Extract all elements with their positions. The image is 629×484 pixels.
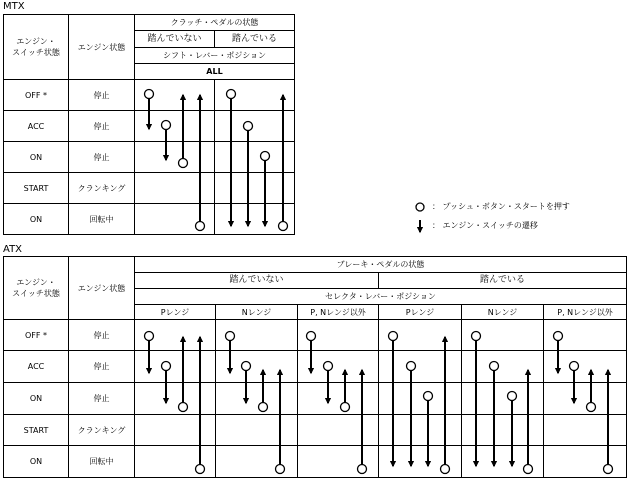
- atx-header-p-range: Pレンジ: [135, 305, 216, 320]
- atx-header-engine: エンジン状態: [69, 257, 135, 320]
- atx-header-not-pressed: 踏んでいない: [135, 273, 379, 289]
- push-start-circle-icon: [570, 362, 579, 371]
- mtx-row-engine: クランキング: [69, 173, 135, 204]
- push-start-circle-icon: [276, 465, 285, 474]
- push-start-circle-icon: [554, 332, 563, 341]
- push-start-circle-icon: [358, 465, 367, 474]
- atx-row-engine: 回転中: [69, 446, 135, 478]
- push-start-circle-icon: [179, 403, 188, 412]
- atx-row-engine: 停止: [69, 383, 135, 415]
- mtx-row-engine: 停止: [69, 111, 135, 142]
- mtx-title: MTX: [3, 1, 25, 12]
- mtx-row-switch: START: [4, 173, 69, 204]
- atx-header-position: セレクタ・レバー・ポジション: [135, 289, 627, 305]
- atx-header-n-range: Nレンジ: [462, 305, 544, 320]
- atx-row-engine: 停止: [69, 320, 135, 351]
- atx-header-other-range: P, Nレンジ以外: [544, 305, 627, 320]
- push-start-circle-icon: [227, 90, 236, 99]
- legend-circle-row: [432, 201, 570, 212]
- legend-circle-text: ： プッシュ・ボタン・スタートを押す: [432, 202, 570, 211]
- atx-header-brake: ブレーキ・ペダルの状態: [135, 257, 627, 273]
- atx-header-pressed: 踏んでいる: [379, 273, 627, 289]
- push-start-circle-icon: [324, 362, 333, 371]
- atx-header-n-range: Nレンジ: [216, 305, 298, 320]
- push-start-circle-icon: [145, 332, 154, 341]
- mtx-header-clutch: クラッチ・ペダルの状態: [135, 15, 295, 31]
- push-start-circle-icon: [604, 465, 613, 474]
- mtx-header-all: ALL: [135, 64, 295, 80]
- push-start-circle-icon: [196, 465, 205, 474]
- atx-row-engine: 停止: [69, 351, 135, 383]
- mtx-row-switch: OFF *: [4, 80, 69, 111]
- push-start-circle-icon: [472, 332, 481, 341]
- push-start-circle-icon: [407, 362, 416, 371]
- mtx-header-pressed: 踏んでいる: [215, 31, 295, 48]
- mtx-row-switch: ON: [4, 204, 69, 235]
- mtx-header-engine: エンジン状態: [69, 15, 135, 80]
- atx-row-switch: ON: [4, 383, 69, 415]
- push-start-circle-icon: [389, 332, 398, 341]
- mtx-header-not-pressed: 踏んでいない: [135, 31, 215, 48]
- push-start-circle-icon: [508, 392, 517, 401]
- push-start-circle-icon: [307, 332, 316, 341]
- push-start-circle-icon: [162, 121, 171, 130]
- push-start-circle-icon: [242, 362, 251, 371]
- atx-title: ATX: [3, 244, 23, 255]
- mtx-header-switch: エンジン・ スイッチ状態: [4, 15, 69, 80]
- push-start-circle-icon: [341, 403, 350, 412]
- atx-row-engine: クランキング: [69, 415, 135, 446]
- push-start-circle-icon: [244, 122, 253, 131]
- push-start-circle-icon: [226, 332, 235, 341]
- push-start-circle-icon: [179, 159, 188, 168]
- push-start-circle-icon: [490, 362, 499, 371]
- atx-header-switch: エンジン・ スイッチ状態: [4, 257, 69, 320]
- push-start-circle-icon: [162, 362, 171, 371]
- push-start-circle-icon: [279, 222, 288, 231]
- push-start-circle-icon: [424, 392, 433, 401]
- push-start-circle-icon: [587, 403, 596, 412]
- mtx-row-engine: 停止: [69, 142, 135, 173]
- mtx-row-engine: 停止: [69, 80, 135, 111]
- push-start-circle-icon: [441, 465, 450, 474]
- push-start-circle-icon: [145, 90, 154, 99]
- atx-row-switch: ACC: [4, 351, 69, 383]
- atx-header-other-range: P, Nレンジ以外: [298, 305, 379, 320]
- mtx-row-engine: 回転中: [69, 204, 135, 235]
- atx-row-switch: OFF *: [4, 320, 69, 351]
- atx-header-p-range: Pレンジ: [379, 305, 462, 320]
- legend-arrow-text: ： エンジン・スイッチの遷移: [432, 221, 538, 230]
- push-start-circle-icon: [259, 403, 268, 412]
- atx-row-switch: START: [4, 415, 69, 446]
- mtx-row-switch: ACC: [4, 111, 69, 142]
- atx-row-switch: ON: [4, 446, 69, 478]
- push-start-circle-icon: [524, 465, 533, 474]
- mtx-row-switch: ON: [4, 142, 69, 173]
- push-start-circle-icon: [196, 222, 205, 231]
- push-start-circle-icon: [261, 152, 270, 161]
- legend-circle-icon: [416, 203, 424, 211]
- legend-arrow-row: [432, 220, 538, 231]
- mtx-header-position: シフト・レバー・ポジション: [135, 48, 295, 64]
